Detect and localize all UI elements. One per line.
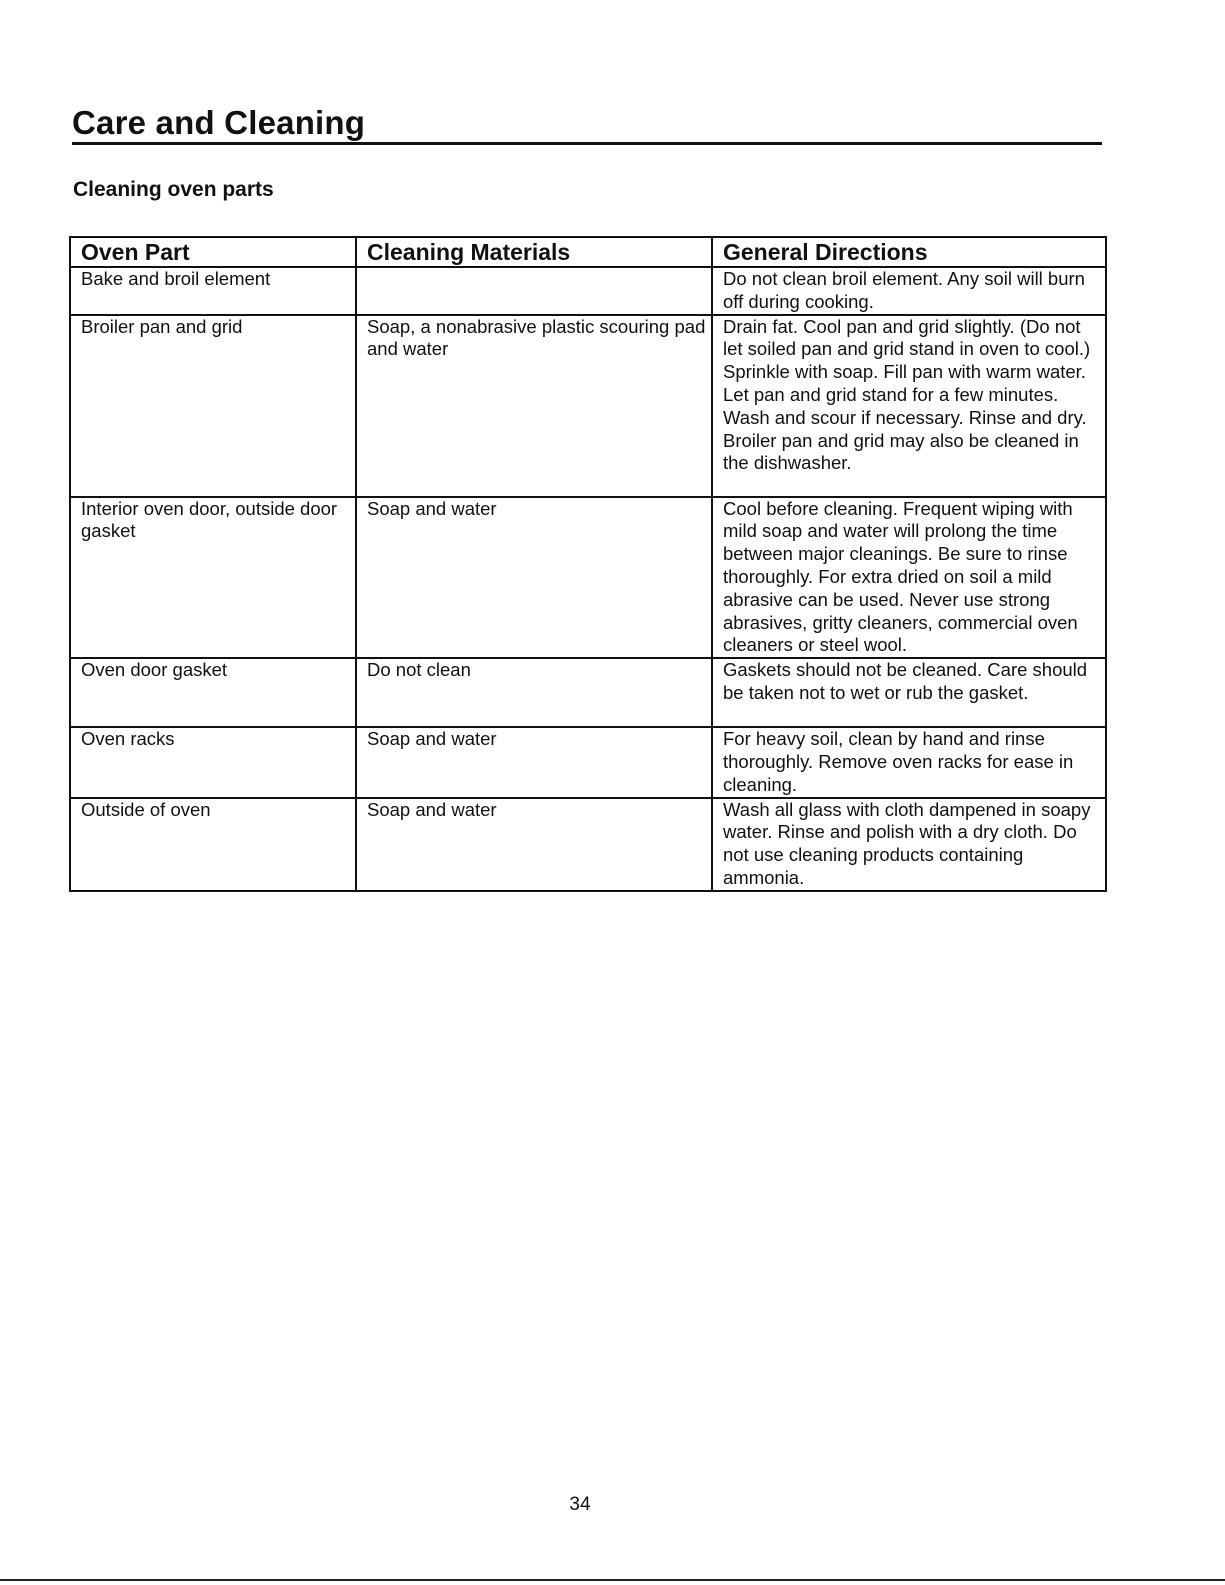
bottom-divider <box>0 1579 1225 1581</box>
general-directions-cell: Do not clean broil element. Any soil will burn off during cooking. <box>712 267 1106 315</box>
cleaning-materials-cell: Do not clean <box>356 658 712 727</box>
oven-part-cell: Oven door gasket <box>70 658 356 727</box>
table-row <box>70 727 1106 797</box>
cleaning-materials-cell: Soap, a nonabrasive plastic scouring pad and water <box>356 315 712 497</box>
table-row <box>70 315 1106 497</box>
cleaning-materials-cell <box>356 267 712 315</box>
page-title: Care and Cleaning <box>72 104 1102 145</box>
general-directions-cell: For heavy soil, clean by hand and rinse thoroughly. Remove oven racks for ease in cleaning. <box>712 727 1106 797</box>
general-directions-cell: Cool before cleaning. Frequent wiping with mild soap and water will prolong the time between major cleanings. Be sure to rinse thoroughly. For extra dried on soil a mild abrasive can be used. Never use strong abrasives, gritty cleaners, commercial oven cleaners or steel wool. <box>712 497 1106 659</box>
header-cleaning-materials: Cleaning Materials <box>356 237 712 267</box>
oven-part-cell: Broiler pan and grid <box>70 315 356 497</box>
table-row <box>70 267 1106 315</box>
cleaning-materials-cell: Soap and water <box>356 798 712 891</box>
section-title: Cleaning oven parts <box>73 178 274 201</box>
table-row <box>70 658 1106 727</box>
table-row <box>70 798 1106 891</box>
oven-part-cell: Oven racks <box>70 727 356 797</box>
general-directions-cell: Drain fat. Cool pan and grid slightly. (Do not let soiled pan and grid stand in oven to cool.) Sprinkle with soap. Fill pan with warm water. Let pan and grid stand for a few minutes. Wash and scour if necessary. Rinse and dry. Broiler pan and grid may also be cleaned in the dishwasher. <box>712 315 1106 497</box>
header-general-directions: General Directions <box>712 237 1106 267</box>
cleaning-materials-cell: Soap and water <box>356 497 712 659</box>
table-header-row <box>70 237 1106 267</box>
general-directions-cell: Wash all glass with cloth dampened in soapy water. Rinse and polish with a dry cloth. Do not use cleaning products containing ammonia. <box>712 798 1106 891</box>
general-directions-cell: Gaskets should not be cleaned. Care should be taken not to wet or rub the gasket. <box>712 658 1106 727</box>
oven-part-cell: Bake and broil element <box>70 267 356 315</box>
cleaning-table <box>69 236 1107 892</box>
page-number: 34 <box>569 1494 591 1515</box>
oven-part-cell: Interior oven door, outside door gasket <box>70 497 356 659</box>
header-oven-part: Oven Part <box>70 237 356 267</box>
oven-part-cell: Outside of oven <box>70 798 356 891</box>
table-row <box>70 497 1106 659</box>
cleaning-materials-cell: Soap and water <box>356 727 712 797</box>
